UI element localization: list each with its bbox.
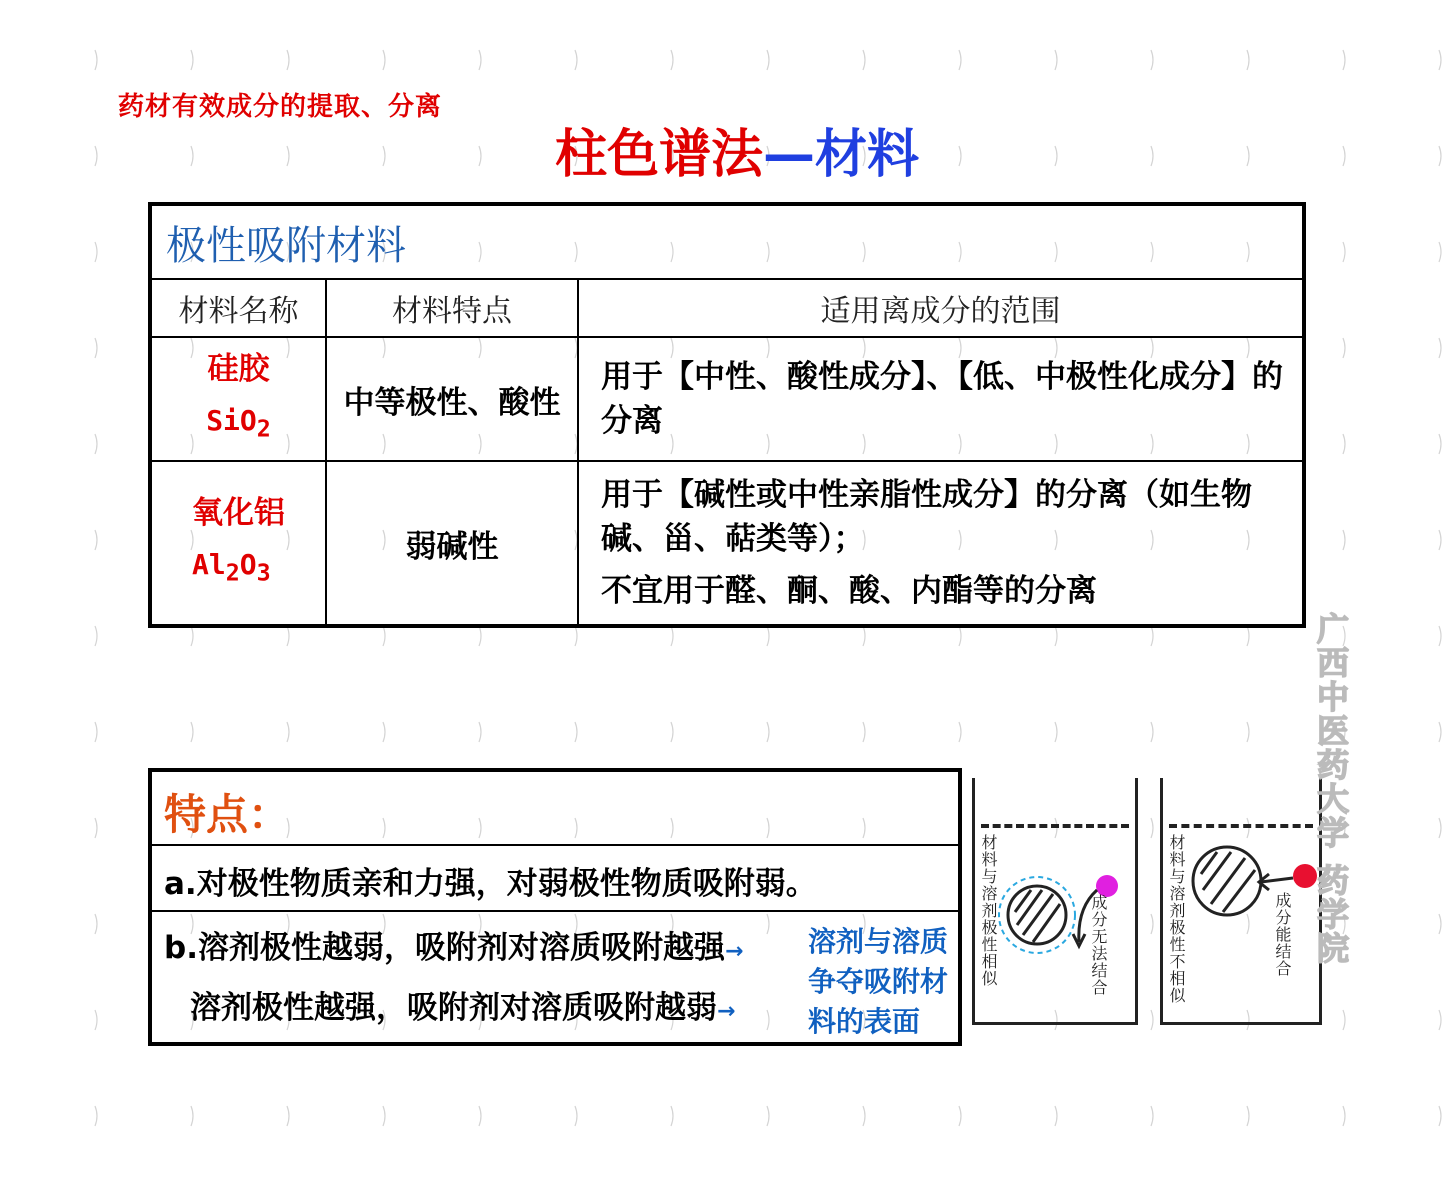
material-name: 氧化铝 — [192, 495, 285, 532]
pattern-mark — [479, 146, 481, 166]
pattern-mark — [191, 146, 193, 166]
material-formula: $Al_2O_3$ — [192, 548, 271, 587]
feature-b2: 溶剂极性越强，吸附剂对溶质吸附越弱→ — [190, 990, 736, 1026]
pattern-mark — [575, 722, 577, 742]
pattern-mark — [1151, 1106, 1153, 1126]
material-name-cell — [150, 337, 326, 461]
material-scope: 用于【碱性或中性亲脂性成分】的分离（如生物碱、甾、萜类等）； 不宜用于醛、酮、酸、内酯等的分离 — [578, 461, 1304, 626]
material-feature: 弱碱性 — [326, 461, 578, 626]
beaker-label: 材料与溶剂极性相似 — [979, 834, 998, 987]
pattern-mark — [383, 1106, 385, 1126]
table-row — [150, 461, 1304, 626]
pattern-mark — [1343, 1106, 1345, 1126]
pattern-mark — [1247, 626, 1249, 646]
title-dash: — — [763, 125, 816, 185]
pattern-mark — [95, 338, 97, 358]
pattern-mark — [1151, 818, 1153, 838]
pattern-mark — [191, 50, 193, 70]
pattern-mark — [479, 1106, 481, 1126]
pattern-mark — [863, 626, 865, 646]
pattern-mark — [1439, 242, 1441, 262]
pattern-mark — [671, 1106, 673, 1126]
pattern-mark — [1439, 914, 1441, 934]
pattern-mark — [1439, 530, 1441, 550]
pattern-mark — [95, 626, 97, 646]
pattern-mark — [191, 626, 193, 646]
pattern-mark — [95, 146, 97, 166]
feature-b1: b.溶剂极性越弱，吸附剂对溶质吸附越强→ — [164, 930, 744, 966]
pattern-mark — [479, 722, 481, 742]
pattern-mark — [1055, 626, 1057, 646]
beaker-result: 成分能结合 — [1273, 892, 1292, 977]
table-title: 极性吸附材料 — [150, 204, 1304, 279]
pattern-mark — [959, 146, 961, 166]
material-name-cell — [150, 461, 326, 626]
pattern-mark — [287, 626, 289, 646]
pattern-mark — [1151, 1010, 1153, 1030]
feature-note: 溶剂与溶质 争夺吸附材 料的表面 — [808, 925, 949, 1038]
pattern-mark — [287, 722, 289, 742]
pattern-mark — [1343, 434, 1345, 454]
pattern-mark — [1247, 50, 1249, 70]
arrow-icon: → — [724, 939, 744, 964]
pattern-mark — [1055, 146, 1057, 166]
beaker-label: 材料与溶剂极性不相似 — [1167, 834, 1186, 1004]
subtitle: 药材有效成分的提取、分离 — [118, 92, 443, 122]
beaker-dissimilar — [1160, 778, 1322, 1025]
pattern-mark — [671, 722, 673, 742]
feature-a: a.对极性物质亲和力强，对弱极性物质吸附弱。 — [164, 866, 817, 902]
pattern-mark — [1439, 1010, 1441, 1030]
beaker-result: 成分无法结合 — [1089, 894, 1108, 996]
material-name: 硅胶 — [207, 351, 270, 388]
pattern-mark — [383, 722, 385, 742]
material-feature: 中等极性、酸性 — [326, 337, 578, 461]
pattern-mark — [191, 722, 193, 742]
pattern-mark — [1151, 914, 1153, 934]
pattern-mark — [671, 50, 673, 70]
pattern-mark — [767, 50, 769, 70]
arrow-icon: → — [717, 999, 736, 1024]
title-part1: 柱色谱法 — [555, 125, 764, 185]
pattern-mark — [95, 914, 97, 934]
pattern-mark — [767, 626, 769, 646]
beaker-similar — [972, 778, 1138, 1025]
pattern-mark — [1439, 722, 1441, 742]
pattern-mark — [959, 722, 961, 742]
pattern-mark — [1055, 722, 1057, 742]
pattern-mark — [863, 50, 865, 70]
pattern-mark — [959, 626, 961, 646]
pattern-mark — [287, 50, 289, 70]
pattern-mark — [1343, 242, 1345, 262]
pattern-mark — [671, 626, 673, 646]
pattern-mark — [1343, 1010, 1345, 1030]
pattern-mark — [959, 50, 961, 70]
pattern-mark — [1439, 50, 1441, 70]
pattern-mark — [1343, 338, 1345, 358]
table-row — [150, 337, 1304, 461]
pattern-mark — [1439, 146, 1441, 166]
pattern-mark — [287, 1106, 289, 1126]
pattern-mark — [287, 146, 289, 166]
pattern-mark — [383, 626, 385, 646]
pattern-mark — [1343, 146, 1345, 166]
pattern-mark — [863, 1106, 865, 1126]
pattern-mark — [1439, 1106, 1441, 1126]
pattern-mark — [863, 722, 865, 742]
watermark: 广西中医药大学 药学院 — [1312, 612, 1350, 966]
header-cell: 适用离成分的范围 — [578, 279, 1304, 337]
solvent-line — [981, 824, 1129, 828]
pattern-mark — [95, 722, 97, 742]
features-box — [148, 768, 962, 1046]
pattern-mark — [479, 626, 481, 646]
pattern-mark — [1247, 722, 1249, 742]
material-scope: 用于【中性、酸性成分】、【低、中极性化成分】的分离 — [578, 337, 1304, 461]
title-part2: 材料 — [815, 125, 920, 185]
pattern-mark — [383, 146, 385, 166]
pattern-mark — [95, 50, 97, 70]
pattern-mark — [1247, 146, 1249, 166]
pattern-mark — [95, 1010, 97, 1030]
pattern-mark — [95, 434, 97, 454]
pattern-mark — [575, 626, 577, 646]
pattern-mark — [959, 1106, 961, 1126]
pattern-mark — [1439, 434, 1441, 454]
pattern-mark — [1247, 1106, 1249, 1126]
pattern-mark — [191, 1106, 193, 1126]
pattern-mark — [1151, 626, 1153, 646]
pattern-mark — [1343, 50, 1345, 70]
pattern-mark — [383, 50, 385, 70]
pattern-mark — [767, 1106, 769, 1126]
pattern-mark — [575, 1106, 577, 1126]
pattern-mark — [95, 530, 97, 550]
pattern-mark — [1151, 146, 1153, 166]
pattern-mark — [1055, 50, 1057, 70]
features-title: 特点： — [164, 790, 291, 839]
solvent-line — [1169, 824, 1313, 828]
header-cell: 材料特点 — [326, 279, 578, 337]
pattern-mark — [95, 1106, 97, 1126]
pattern-mark — [1439, 626, 1441, 646]
adsorbent-table — [148, 202, 1306, 628]
pattern-mark — [479, 50, 481, 70]
pattern-mark — [95, 242, 97, 262]
pattern-mark — [1439, 338, 1441, 358]
page-title — [555, 112, 919, 187]
pattern-mark — [95, 818, 97, 838]
pattern-mark — [1151, 50, 1153, 70]
adsorbent-particle-icon — [997, 870, 1077, 960]
pattern-mark — [1343, 530, 1345, 550]
pattern-mark — [1439, 818, 1441, 838]
material-formula: SiO$_2$ — [206, 404, 271, 443]
pattern-mark — [575, 50, 577, 70]
pattern-mark — [1055, 1106, 1057, 1126]
pattern-mark — [767, 722, 769, 742]
pattern-mark — [1151, 722, 1153, 742]
header-cell: 材料名称 — [150, 279, 326, 337]
